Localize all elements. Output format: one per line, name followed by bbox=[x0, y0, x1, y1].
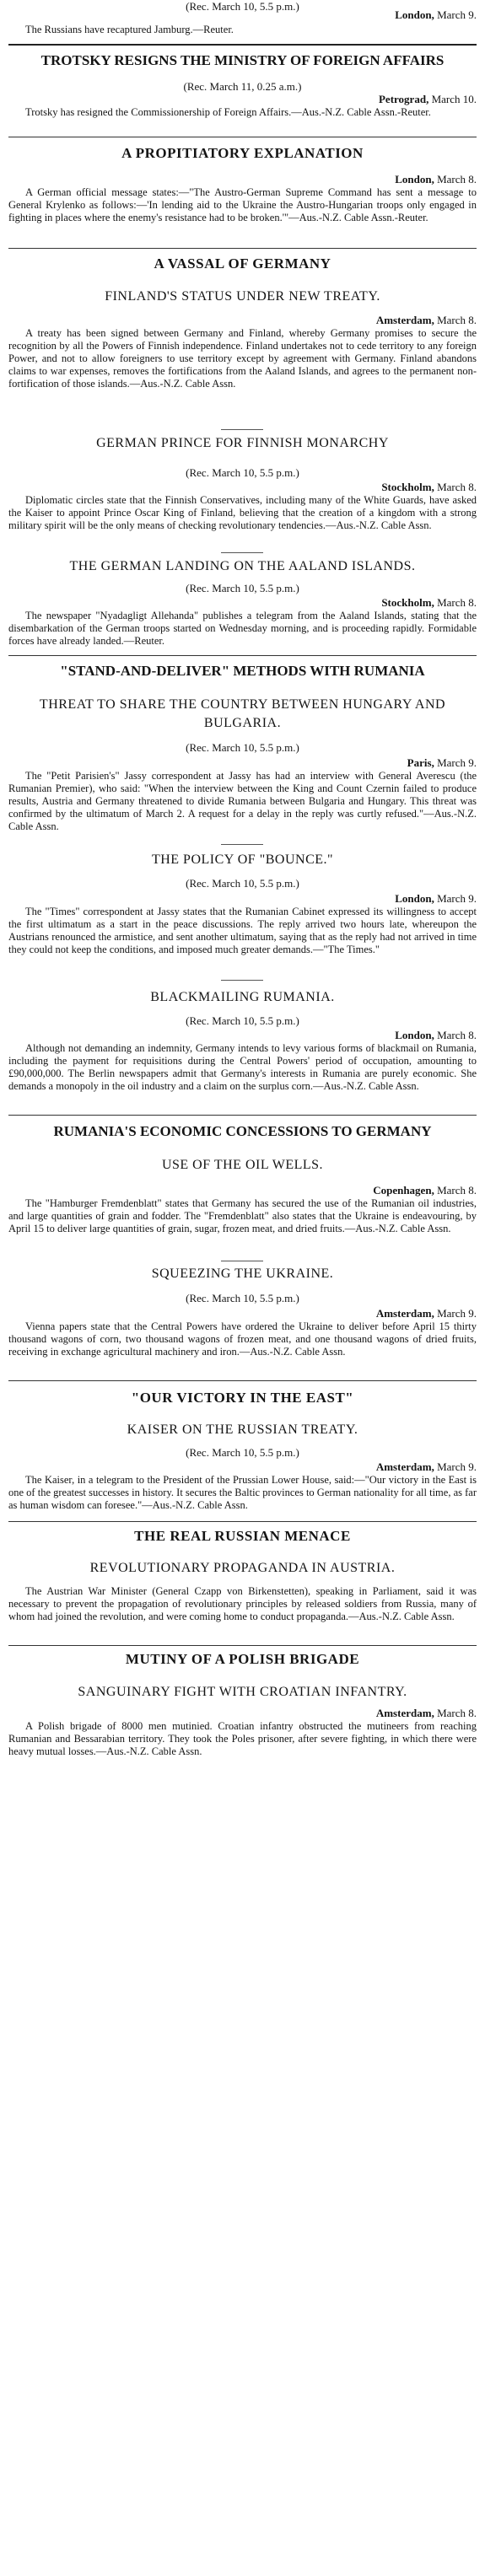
subheadline: SANGUINARY FIGHT WITH CROATIAN INFANTRY. bbox=[78, 1685, 407, 1699]
place-date: March 8. bbox=[437, 1029, 477, 1041]
article-body: A Polish brigade of 8000 men mutinied. Croatian infantry obstructed the mutineers from reaching Rumanian and Bessarabian territory. They took the Poles prisoner, after severe fighting, in which there were heavy mutual losses.—Aus.-N.Z. Cable Assn. bbox=[8, 1720, 477, 1757]
subheadline: FINLAND'S STATUS UNDER NEW TREATY. bbox=[105, 289, 380, 304]
article-body: Trotsky has resigned the Commissionership of Foreign Affairs.—Aus.-N.Z. Cable Assn.-Reuter. bbox=[25, 106, 431, 118]
place-date: March 9. bbox=[437, 1460, 477, 1473]
place-date: March 8. bbox=[437, 173, 477, 186]
place-line: London, March 8. bbox=[395, 173, 477, 186]
article-body: Diplomatic circles state that the Finnish Conservatives, including many of the White Guards, have asked the Kaiser to appoint Prince Oscar King of Finland, believing that the creation of a kingdom with a strong military spirit will be the only means of checking revolutionary tendencies.—Aus.-N.Z. Cable Assn. bbox=[8, 494, 477, 531]
headline: THE GERMAN LANDING ON THE AALAND ISLANDS. bbox=[69, 559, 416, 573]
place-date: March 10. bbox=[431, 93, 477, 105]
headline: RUMANIA'S ECONOMIC CONCESSIONS TO GERMANY bbox=[53, 1123, 432, 1139]
place-name: Amsterdam bbox=[375, 314, 432, 326]
place-line: Stockholm, March 8. bbox=[381, 481, 477, 493]
column-rule bbox=[8, 1115, 477, 1116]
place-name: London bbox=[395, 173, 432, 186]
short-rule bbox=[221, 980, 263, 981]
place-date: March 8. bbox=[437, 481, 477, 493]
place-date: March 9. bbox=[437, 756, 477, 769]
headline: THE REAL RUSSIAN MENACE bbox=[134, 1528, 351, 1544]
dateline: (Rec. March 10, 5.5 p.m.) bbox=[186, 741, 299, 754]
headline: "STAND-AND-DELIVER" METHODS WITH RUMANIA bbox=[60, 663, 425, 679]
article-body: The "Hamburger Fremdenblatt" states that Germany has secured the use of the Rumanian oil industries, and large quantities of grain and fodder. The "Fremdenblatt" also states that the Ukraine is endeavouring, by April 15 to deliver large quantities of grain, sugar, frozen meat, and dried fruits.—Aus.-N.Z. Cable Assn. bbox=[8, 1197, 477, 1234]
article-body: The Russians have recaptured Jamburg.—Reuter. bbox=[25, 24, 234, 35]
dateline: (Rec. March 10, 5.5 p.m.) bbox=[186, 0, 299, 13]
place-date: March 9. bbox=[437, 892, 477, 905]
column-rule bbox=[8, 248, 477, 249]
subheadline: REVOLUTIONARY PROPAGANDA IN AUSTRIA. bbox=[89, 1561, 396, 1575]
place-date: March 9. bbox=[437, 1307, 477, 1320]
column-rule bbox=[8, 1380, 477, 1381]
column-rule bbox=[8, 655, 477, 656]
place-date: March 8. bbox=[437, 596, 477, 609]
dateline: (Rec. March 10, 5.5 p.m.) bbox=[186, 1446, 299, 1459]
dateline: (Rec. March 11, 0.25 a.m.) bbox=[183, 80, 302, 93]
column-rule bbox=[8, 44, 477, 46]
place-name: London bbox=[395, 892, 432, 905]
place-line: London, March 9. bbox=[395, 892, 477, 905]
headline: TROTSKY RESIGNS THE MINISTRY OF FOREIGN AFFAIRS bbox=[40, 52, 445, 68]
place-line: Amsterdam, March 8. bbox=[375, 314, 477, 326]
dateline: (Rec. March 10, 5.5 p.m.) bbox=[186, 466, 299, 479]
place-line: Amsterdam, March 9. bbox=[375, 1307, 477, 1320]
place-name: Paris bbox=[407, 756, 432, 769]
headline: MUTINY OF A POLISH BRIGADE bbox=[125, 1651, 360, 1667]
article-body: The newspaper "Nyadagligt Allehanda" publishes a telegram from the Aaland Islands, stating that the disembarkation of the German troops started on Wednesday morning, and is proceeding rapidly. Formidable forces have already landed.—Reuter. bbox=[8, 610, 477, 647]
place-name: London bbox=[395, 1029, 432, 1041]
place-name: Amsterdam bbox=[375, 1307, 432, 1320]
place-name: Stockholm bbox=[381, 596, 432, 609]
place-date: March 8. bbox=[437, 1184, 477, 1197]
place-line: Copenhagen, March 8. bbox=[373, 1184, 477, 1197]
article-body: The Kaiser, in a telegram to the President of the Prussian Lower House, said:—"Our victory in the East is one of the greatest successes in history. It secures the Baltic provinces to German nationality for all time, as far as human wisdom can foresee."—Aus.-N.Z. Cable Assn. bbox=[8, 1474, 477, 1511]
subheadline: BLACKMAILING RUMANIA. bbox=[150, 990, 335, 1004]
subheadline: SQUEEZING THE UKRAINE. bbox=[151, 1266, 334, 1281]
place-line: Amsterdam, March 9. bbox=[375, 1460, 477, 1473]
short-rule bbox=[221, 429, 263, 430]
article-body: The "Petit Parisien's" Jassy correspondent at Jassy has had an interview with General Averescu (the Rumanian Premier), who said: "When the interview between the King and Count Czernin failed to produce results, Austria and Germany threatened to divide Rumania between Bulgaria and Hungary. This threat was confirmed by the ultimatum of March 2. A request for a delay in the reply was curtly refused."—Aus.-N.Z. Cable Assn. bbox=[8, 770, 477, 832]
place-date: March 8. bbox=[437, 1707, 477, 1719]
short-rule bbox=[221, 844, 263, 845]
place-name: Stockholm bbox=[381, 481, 432, 493]
place-line: Paris, March 9. bbox=[407, 756, 477, 769]
place-name: London bbox=[395, 8, 432, 21]
subheadline: USE OF THE OIL WELLS. bbox=[161, 1158, 324, 1172]
subheadline: KAISER ON THE RUSSIAN TREATY. bbox=[127, 1422, 358, 1437]
subheadline: BULGARIA. bbox=[203, 716, 282, 730]
place-line: Stockholm, March 8. bbox=[381, 596, 477, 609]
headline: GERMAN PRINCE FOR FINNISH MONARCHY bbox=[96, 436, 389, 450]
dateline: (Rec. March 10, 5.5 p.m.) bbox=[186, 877, 299, 890]
article-body: A treaty has been signed between Germany and Finland, whereby Germany promises to secure the recognition by all the Powers of Finnish independence. Finland undertakes not to cede territory to any foreign Power, and not to allow foreigners to use territory except by agreement with Germany. Finland abandons claims to war expenses, removes the fortifications from the Aaland Islands, and agrees to the permanent non-fortification of those islands.—Aus.-N.Z. Cable Assn. bbox=[8, 327, 477, 390]
subheadline: THE POLICY OF "BOUNCE." bbox=[151, 852, 334, 867]
headline: A VASSAL OF GERMANY bbox=[154, 255, 331, 272]
dateline: (Rec. March 10, 5.5 p.m.) bbox=[186, 582, 299, 594]
place-date: March 9. bbox=[437, 8, 477, 21]
place-line: Petrograd, March 10. bbox=[378, 93, 477, 105]
place-name: Amsterdam bbox=[375, 1707, 432, 1719]
subheadline: THREAT TO SHARE THE COUNTRY BETWEEN HUNGARY AND bbox=[39, 697, 446, 712]
column-rule bbox=[8, 1645, 477, 1646]
place-date: March 8. bbox=[437, 314, 477, 326]
article-body: Vienna papers state that the Central Powers have ordered the Ukraine to deliver before April 15 thirty thousand wagons of corn, two thousand wagons of frozen meat, and one thousand wagons of dried fruits, receiving in exchange agricultural machinery and iron.—Aus.-N.Z. Cable Assn. bbox=[8, 1320, 477, 1358]
headline: A PROPITIATORY EXPLANATION bbox=[121, 145, 364, 161]
article-body: Although not demanding an indemnity, Germany intends to levy various forms of blackmail on Rumania, including the payment for requisitions during the Central Powers' period of occupation, amounting to £90,000,000. The Berlin newspapers admit that Germany's interests in Rumania are purely economic. She demands a monopoly in the oil industry and a claim on the surplus corn.—Aus.-N.Z. Cable Assn. bbox=[8, 1042, 477, 1092]
article-body: The Austrian War Minister (General Czapp von Birkenstetten), speaking in Parliament, said it was necessary to prevent the propagation of revolutionary principles by released soldiers from Russia, many of whom had joined the revolution, and were coming home to conduct propaganda.—Aus.-N.Z. Cable Assn. bbox=[8, 1585, 477, 1622]
dateline: (Rec. March 10, 5.5 p.m.) bbox=[186, 1292, 299, 1304]
place-name: Amsterdam bbox=[375, 1460, 432, 1473]
short-rule bbox=[221, 552, 263, 553]
article-body: A German official message states:—"The Austro-German Supreme Command has sent a message to General Krylenko as follows:—'In lending aid to the Ukraine the Austro-Hungarian troops only engaged in fighting in places where the enemy's resistance had to be broken.'"—Aus.-N.Z. Cable Assn.-Reuter. bbox=[8, 186, 477, 223]
dateline: (Rec. March 10, 5.5 p.m.) bbox=[186, 1014, 299, 1027]
place-line: Amsterdam, March 8. bbox=[375, 1707, 477, 1719]
place-line: London, March 9. bbox=[395, 8, 477, 21]
place-line: London, March 8. bbox=[395, 1029, 477, 1041]
place-name: Petrograd bbox=[378, 93, 427, 105]
headline: "OUR VICTORY IN THE EAST" bbox=[131, 1390, 354, 1406]
article-body: The "Times" correspondent at Jassy states that the Rumanian Cabinet expressed its willingness to accept the first ultimatum as a start in the peace discussions. The reply arrived two hours late, whereupon the Austrians renounced the armistice, and sent another ultimatum, saying that as the reply had not arrived in time they could not keep the conditions, and imposed much greater demands.—"The Times." bbox=[8, 906, 477, 955]
column-rule bbox=[8, 1521, 477, 1522]
place-name: Copenhagen bbox=[373, 1184, 432, 1197]
